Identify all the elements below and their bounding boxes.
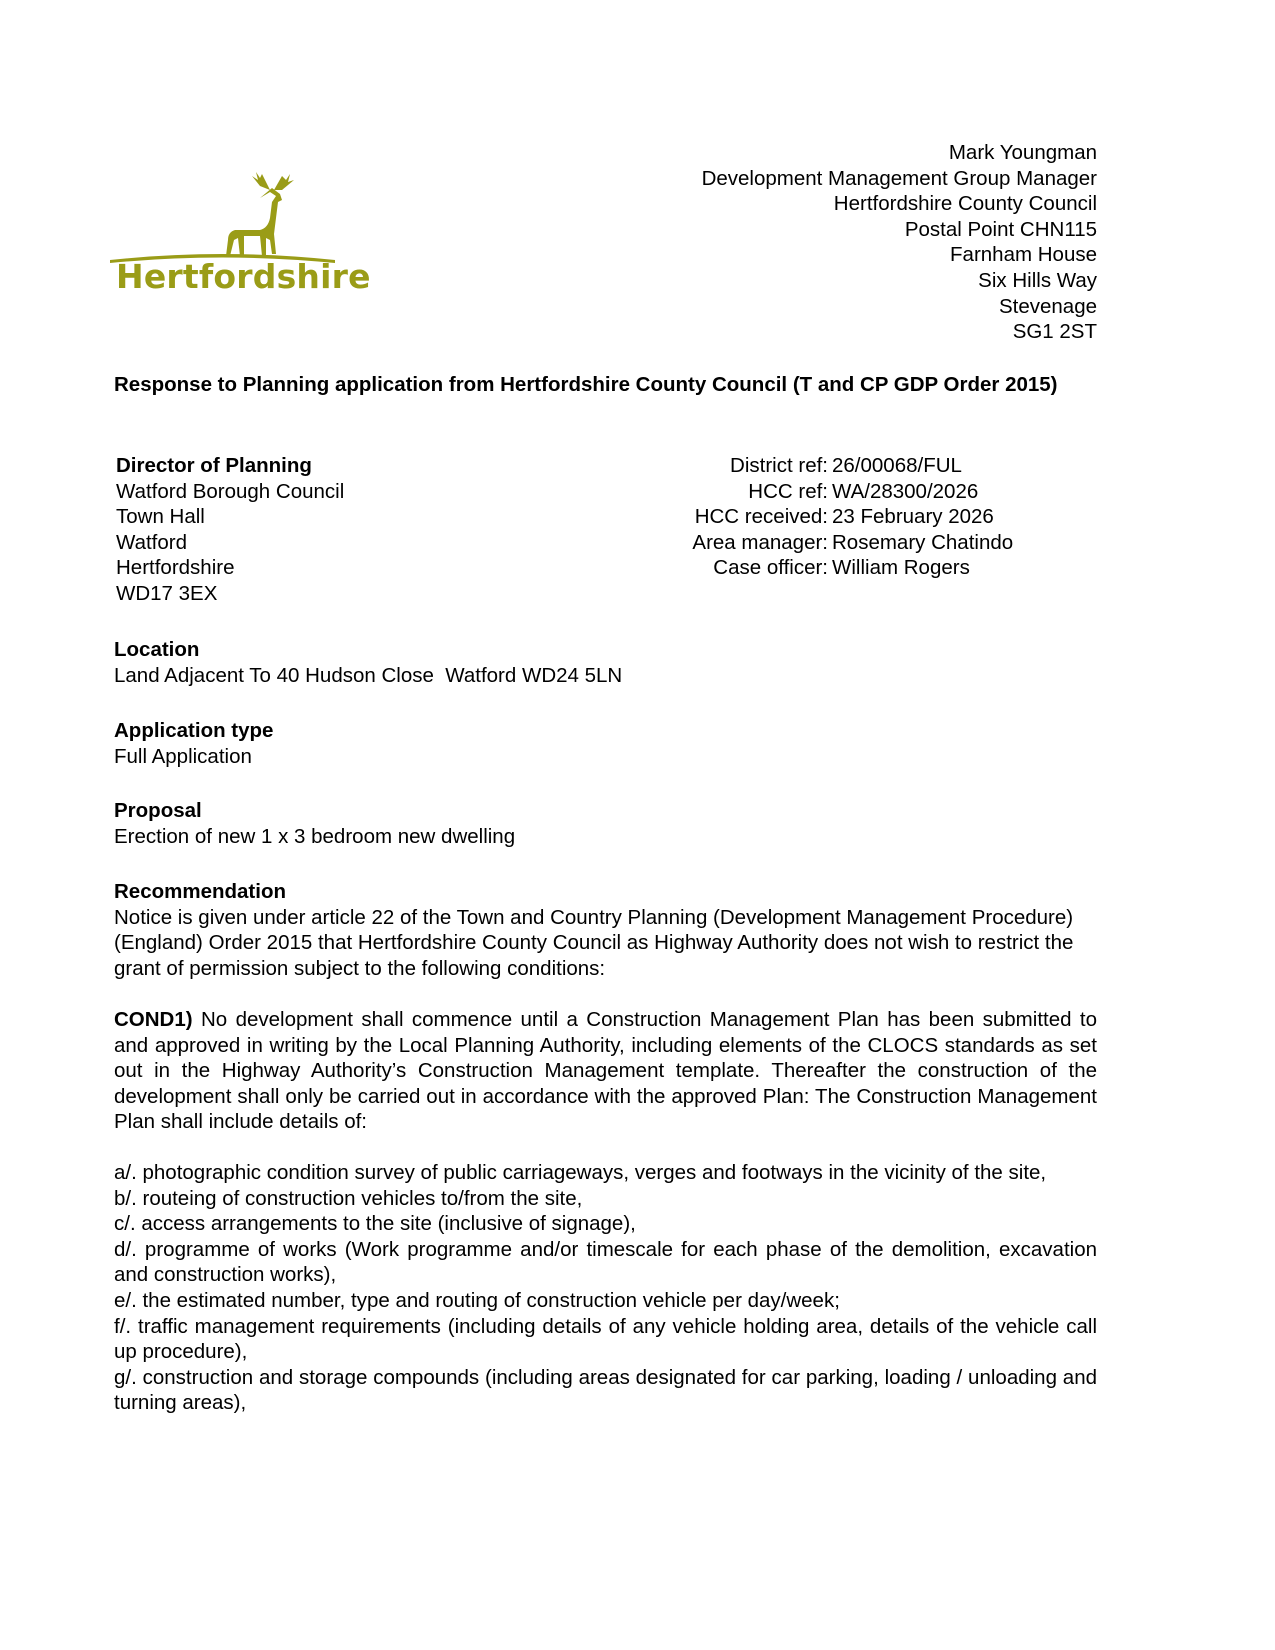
proposal-section — [114, 798, 1097, 849]
sender-line: Farnham House — [950, 243, 1097, 267]
condition-label: COND1) — [114, 1008, 193, 1031]
condition-item: a/. photographic condition survey of public carriageways, verges and footways in the vicinity of the site, — [114, 1161, 1047, 1184]
application-type-heading: Application type — [114, 719, 274, 742]
ref-row — [660, 555, 1013, 581]
condition-item: c/. access arrangements to the site (inclusive of signage), — [114, 1212, 636, 1236]
recipient-line: Watford — [116, 530, 188, 554]
reference-table — [660, 453, 1013, 581]
condition-item: g/. construction and storage compounds (including areas designated for car parking, loading / unloading and turning areas), — [114, 1365, 1097, 1415]
condition-items — [114, 1160, 1097, 1416]
location-text: Land Adjacent To 40 Hudson Close Watford WD24 5LN — [114, 663, 623, 687]
condition-item: e/. the estimated number, type and routing of construction vehicle per day/week; — [114, 1288, 840, 1312]
condition-item: b/. routeing of construction vehicles to/from the site, — [114, 1186, 583, 1210]
recipient-heading: Director of Planning — [116, 454, 312, 477]
ref-value: WA/28300/2026 — [832, 479, 979, 503]
recipient-line: Watford Borough Council — [116, 479, 345, 503]
ref-value: 23 February 2026 — [832, 505, 994, 529]
sender-line: SG1 2ST — [1012, 320, 1097, 344]
recommendation-heading: Recommendation — [114, 880, 286, 903]
condition-item: f/. traffic management requirements (including details of any vehicle holding area, details of the vehicle call up procedure), — [114, 1314, 1097, 1364]
condition-text: No development shall commence until a Construction Management Plan has been submitted to and approved in writing by the Local Planning Authority, including elements of the CLOCS standards as set out in the Highway Authority’s Construction Management template. Thereafter the construction of the development shall only be carried out in accordance with the approved Plan: The Construction Management Plan shall include details of: — [114, 1008, 1097, 1134]
ref-row — [660, 479, 1013, 505]
ref-value: Rosemary Chatindo — [832, 530, 1014, 554]
ref-row — [660, 453, 1013, 479]
ref-label: HCC received: — [694, 505, 828, 529]
ref-label: Case officer: — [713, 556, 828, 580]
proposal-heading: Proposal — [114, 799, 202, 822]
recommendation-section — [114, 879, 1089, 981]
sender-line: Mark Youngman — [948, 141, 1097, 164]
recipient-address — [116, 453, 344, 607]
sender-line: Development Management Group Manager — [701, 166, 1097, 190]
hertfordshire-logo — [110, 168, 371, 308]
ref-row — [660, 530, 1013, 556]
ref-label: Area manager: — [692, 530, 828, 554]
location-heading: Location — [114, 638, 200, 661]
ref-value: William Rogers — [832, 556, 970, 580]
recipient-line: Hertfordshire — [116, 556, 235, 580]
ref-row — [660, 504, 1013, 530]
sender-line: Postal Point CHN115 — [904, 217, 1097, 241]
location-section — [114, 637, 1097, 688]
condition-item: d/. programme of works (Work programme and/or timescale for each phase of the demolition, excavation and construction works), — [114, 1237, 1097, 1287]
stag-icon — [110, 168, 335, 268]
condition-1 — [114, 1007, 1097, 1135]
ref-label: HCC ref: — [748, 479, 828, 503]
recipient-line: Town Hall — [116, 505, 205, 529]
ref-value: 26/00068/FUL — [832, 454, 962, 477]
sender-line: Hertfordshire County Council — [833, 192, 1097, 216]
sender-line: Six Hills Way — [978, 268, 1097, 292]
logo-text: Hertfordshire — [116, 257, 371, 296]
application-type-section — [114, 718, 1097, 769]
sender-address — [702, 140, 1097, 345]
ref-label: District ref: — [730, 454, 828, 477]
document-title: Response to Planning application from Hertfordshire County Council (T and CP GDP Order 2015) — [114, 373, 1058, 396]
recipient-line: WD17 3EX — [116, 581, 218, 605]
application-type-text: Full Application — [114, 744, 252, 768]
proposal-text: Erection of new 1 x 3 bedroom new dwelling — [114, 824, 516, 848]
recommendation-text: Notice is given under article 22 of the Town and Country Planning (Development Management Procedure) (England) Order 2015 that Hertfordshire County Council as Highway Authority does not wish to restrict the grant of permission subject to the following conditions: — [114, 905, 1074, 980]
sender-line: Stevenage — [998, 294, 1097, 318]
